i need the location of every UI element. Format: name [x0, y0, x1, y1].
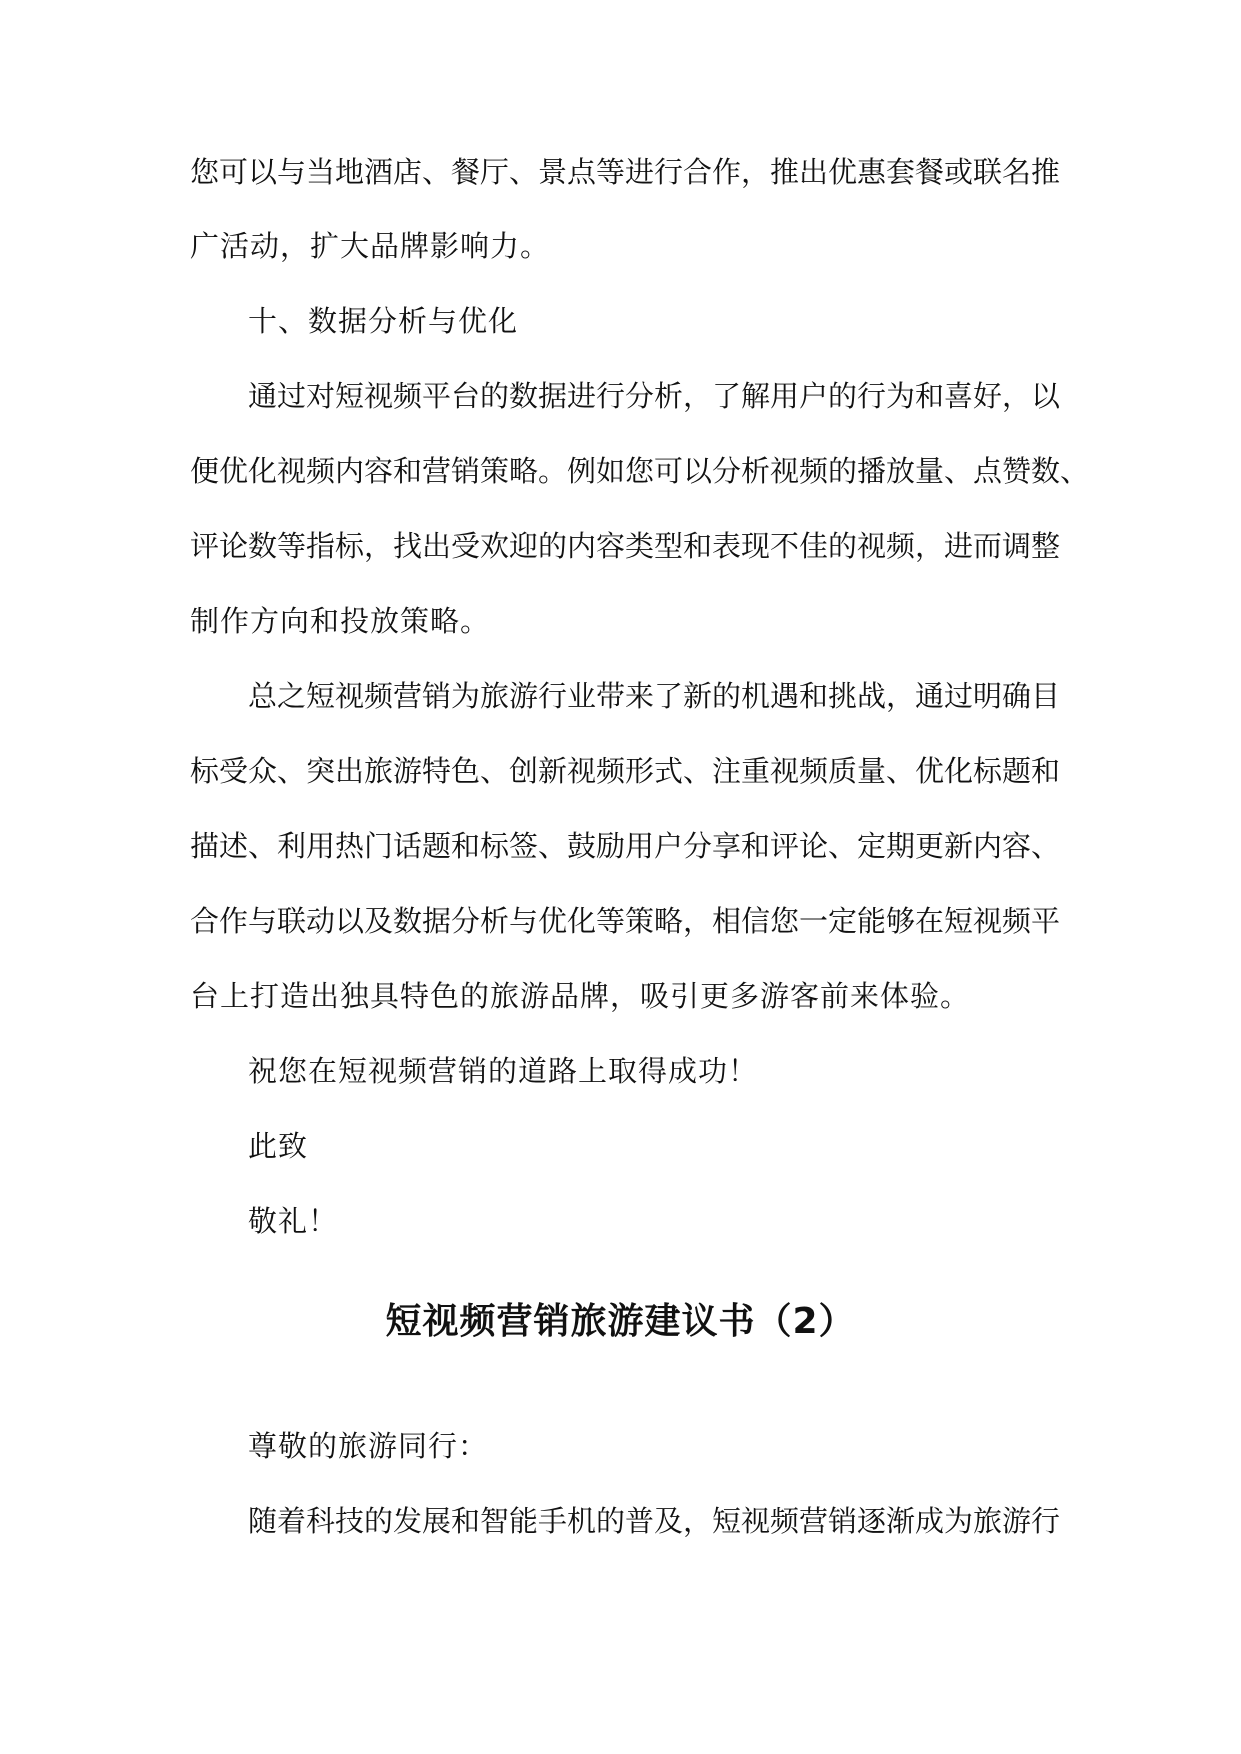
paragraph-line: 台上打造出独具特色的旅游品牌，吸引更多游客前来体验。	[190, 979, 971, 1013]
paragraph-line: 通过对短视频平台的数据进行分析，了解用户的行为和喜好，以	[248, 379, 1061, 413]
section-heading: 十、数据分析与优化	[248, 304, 519, 338]
paragraph-line: 广活动，扩大品牌影响力。	[190, 229, 551, 263]
paragraph-line: 随着科技的发展和智能手机的普及，短视频营销逐渐成为旅游行	[248, 1504, 1061, 1538]
document-title: 短视频营销旅游建议书（2）	[385, 1301, 856, 1342]
closing-wish: 祝您在短视频营销的道路上取得成功！	[248, 1054, 759, 1088]
paragraph-line: 总之短视频营销为旅游行业带来了新的机遇和挑战，通过明确目	[248, 679, 1061, 713]
paragraph-line: 描述、利用热门话题和标签、鼓励用户分享和评论、定期更新内容、	[190, 829, 1061, 863]
paragraph-line: 制作方向和投放策略。	[190, 604, 491, 638]
closing-salutation: 此致	[248, 1129, 309, 1163]
paragraph-line: 评论数等指标，找出受欢迎的内容类型和表现不佳的视频，进而调整	[190, 529, 1061, 563]
paragraph-line: 标受众、突出旅游特色、创新视频形式、注重视频质量、优化标题和	[190, 754, 1061, 788]
greeting: 尊敬的旅游同行：	[248, 1429, 489, 1463]
closing-regards: 敬礼！	[248, 1204, 339, 1238]
paragraph-line: 合作与联动以及数据分析与优化等策略，相信您一定能够在短视频平	[190, 904, 1061, 938]
paragraph-line: 您可以与当地酒店、餐厅、景点等进行合作，推出优惠套餐或联名推	[190, 155, 1061, 189]
paragraph-line: 便优化视频内容和营销策略。例如您可以分析视频的播放量、点赞数、	[190, 454, 1090, 488]
